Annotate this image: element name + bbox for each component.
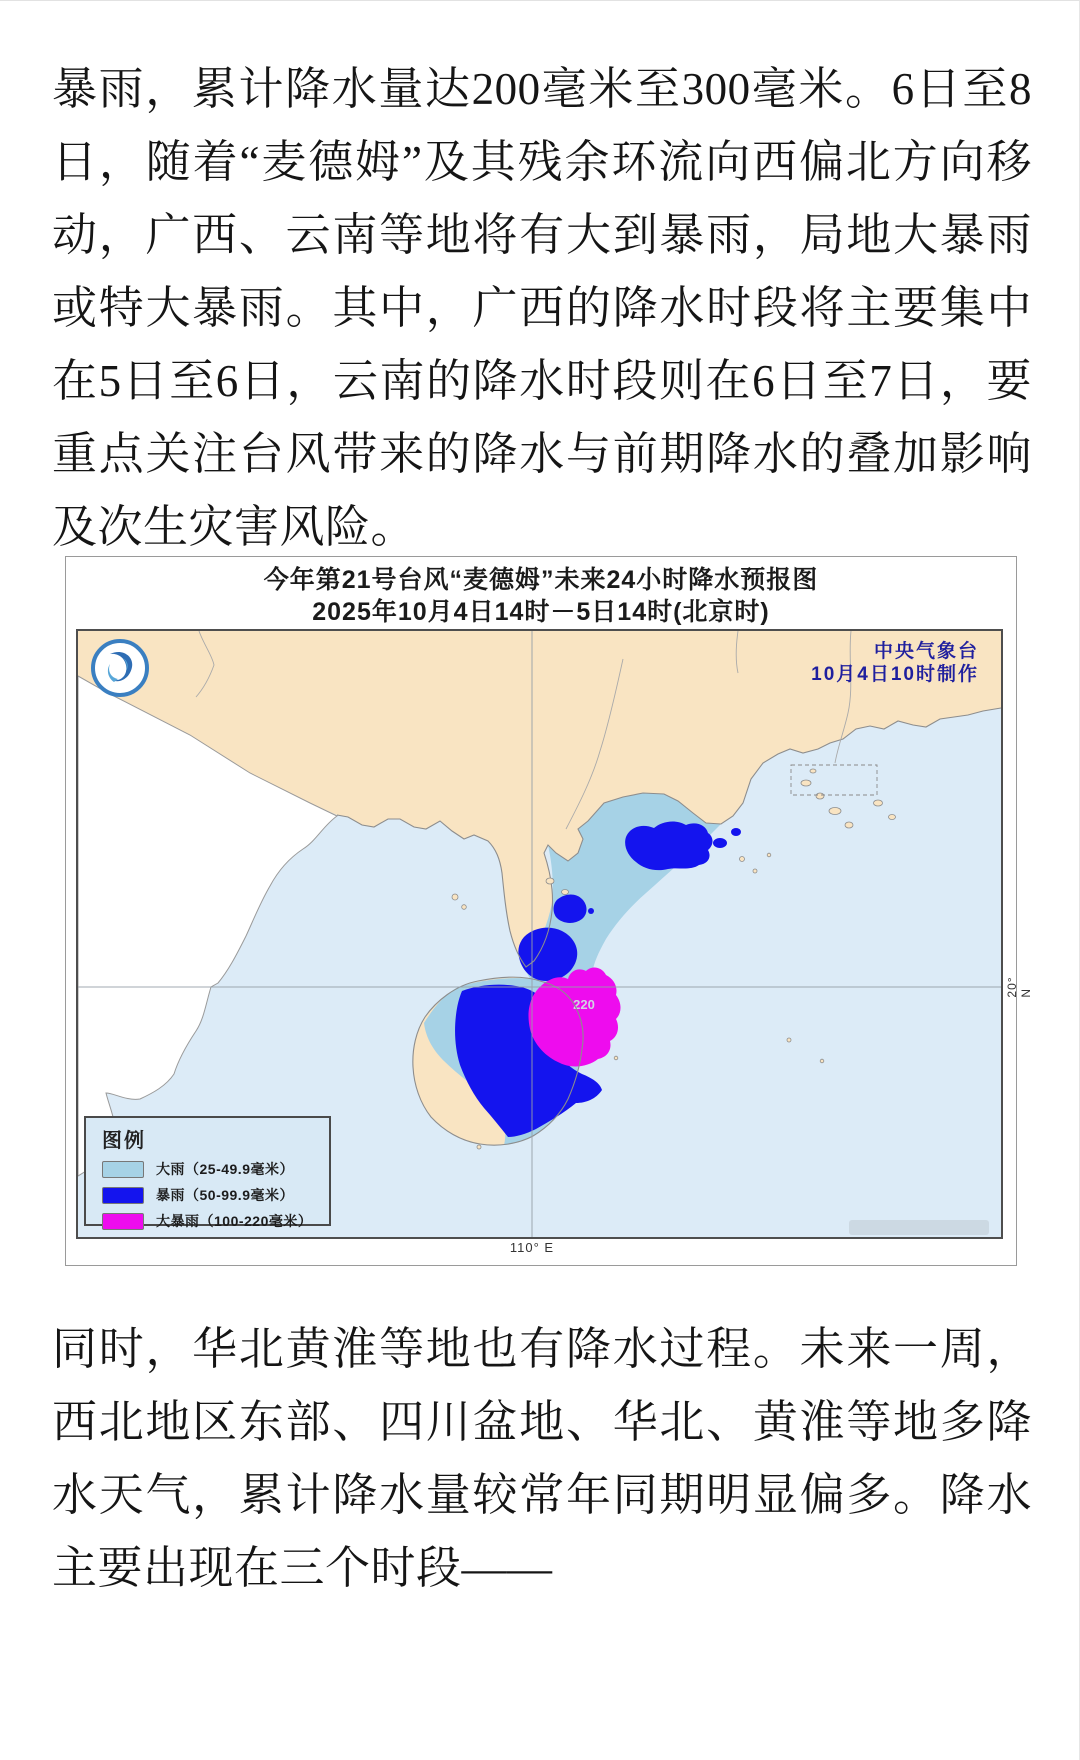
map-legend	[84, 1116, 331, 1229]
legend-row-rainstorm	[102, 1185, 329, 1205]
max-precip-value: 220	[573, 997, 595, 1012]
agency-name: 中央气象台	[873, 641, 979, 662]
article-paragraph-1: 暴雨，累计降水量达200毫米至300毫米。6日至8日，随着“麦德姆”及其残余环流向西偏北方向移动，广西、云南等地将有大到暴雨，局地大暴雨或特大暴雨。其中，广西的降水时段将主要集中在5日至6日，云南的降水时段则在6日至7日，要重点关注台风带来的降水与前期降水的叠加影响及次生灾害风险。	[52, 64, 1032, 552]
heavy-rainstorm-label: 大暴雨（100-220毫米）	[156, 1213, 313, 1229]
rainstorm-swatch	[102, 1187, 144, 1204]
article-paragraph-2: 同时，华北黄淮等地也有降水过程。未来一周，西北地区东部、四川盆地、华北、黄淮等地多降水天气，累计降水量较常年同期明显偏多。降水主要出现在三个时段——	[52, 1324, 1032, 1593]
agency-credit	[811, 640, 979, 686]
watermark	[849, 1220, 989, 1235]
heavy-rain-swatch	[102, 1161, 144, 1178]
agency-issue-time: 10月4日10时制作	[811, 664, 979, 685]
rainstorm-label: 暴雨（50-99.9毫米）	[156, 1187, 294, 1203]
map-title-line2: 2025年10月4日14时－5日14时(北京时)	[312, 598, 770, 626]
legend-title: 图例	[102, 1130, 146, 1152]
map-title-line1: 今年第21号台风“麦德姆”未来24小时降水预报图	[263, 566, 819, 594]
latitude-label: 20° N	[1005, 976, 1033, 998]
precipitation-map	[76, 629, 1033, 1239]
legend-row-heavy-rainstorm	[102, 1211, 329, 1231]
heavy-rainstorm-swatch	[102, 1213, 144, 1230]
heavy-rain-label: 大雨（25-49.9毫米）	[156, 1161, 294, 1177]
longitude-label: 110° E	[509, 1240, 555, 1255]
cma-logo	[90, 638, 150, 698]
legend-row-heavy-rain	[102, 1159, 329, 1179]
forecast-figure	[65, 556, 1033, 1266]
